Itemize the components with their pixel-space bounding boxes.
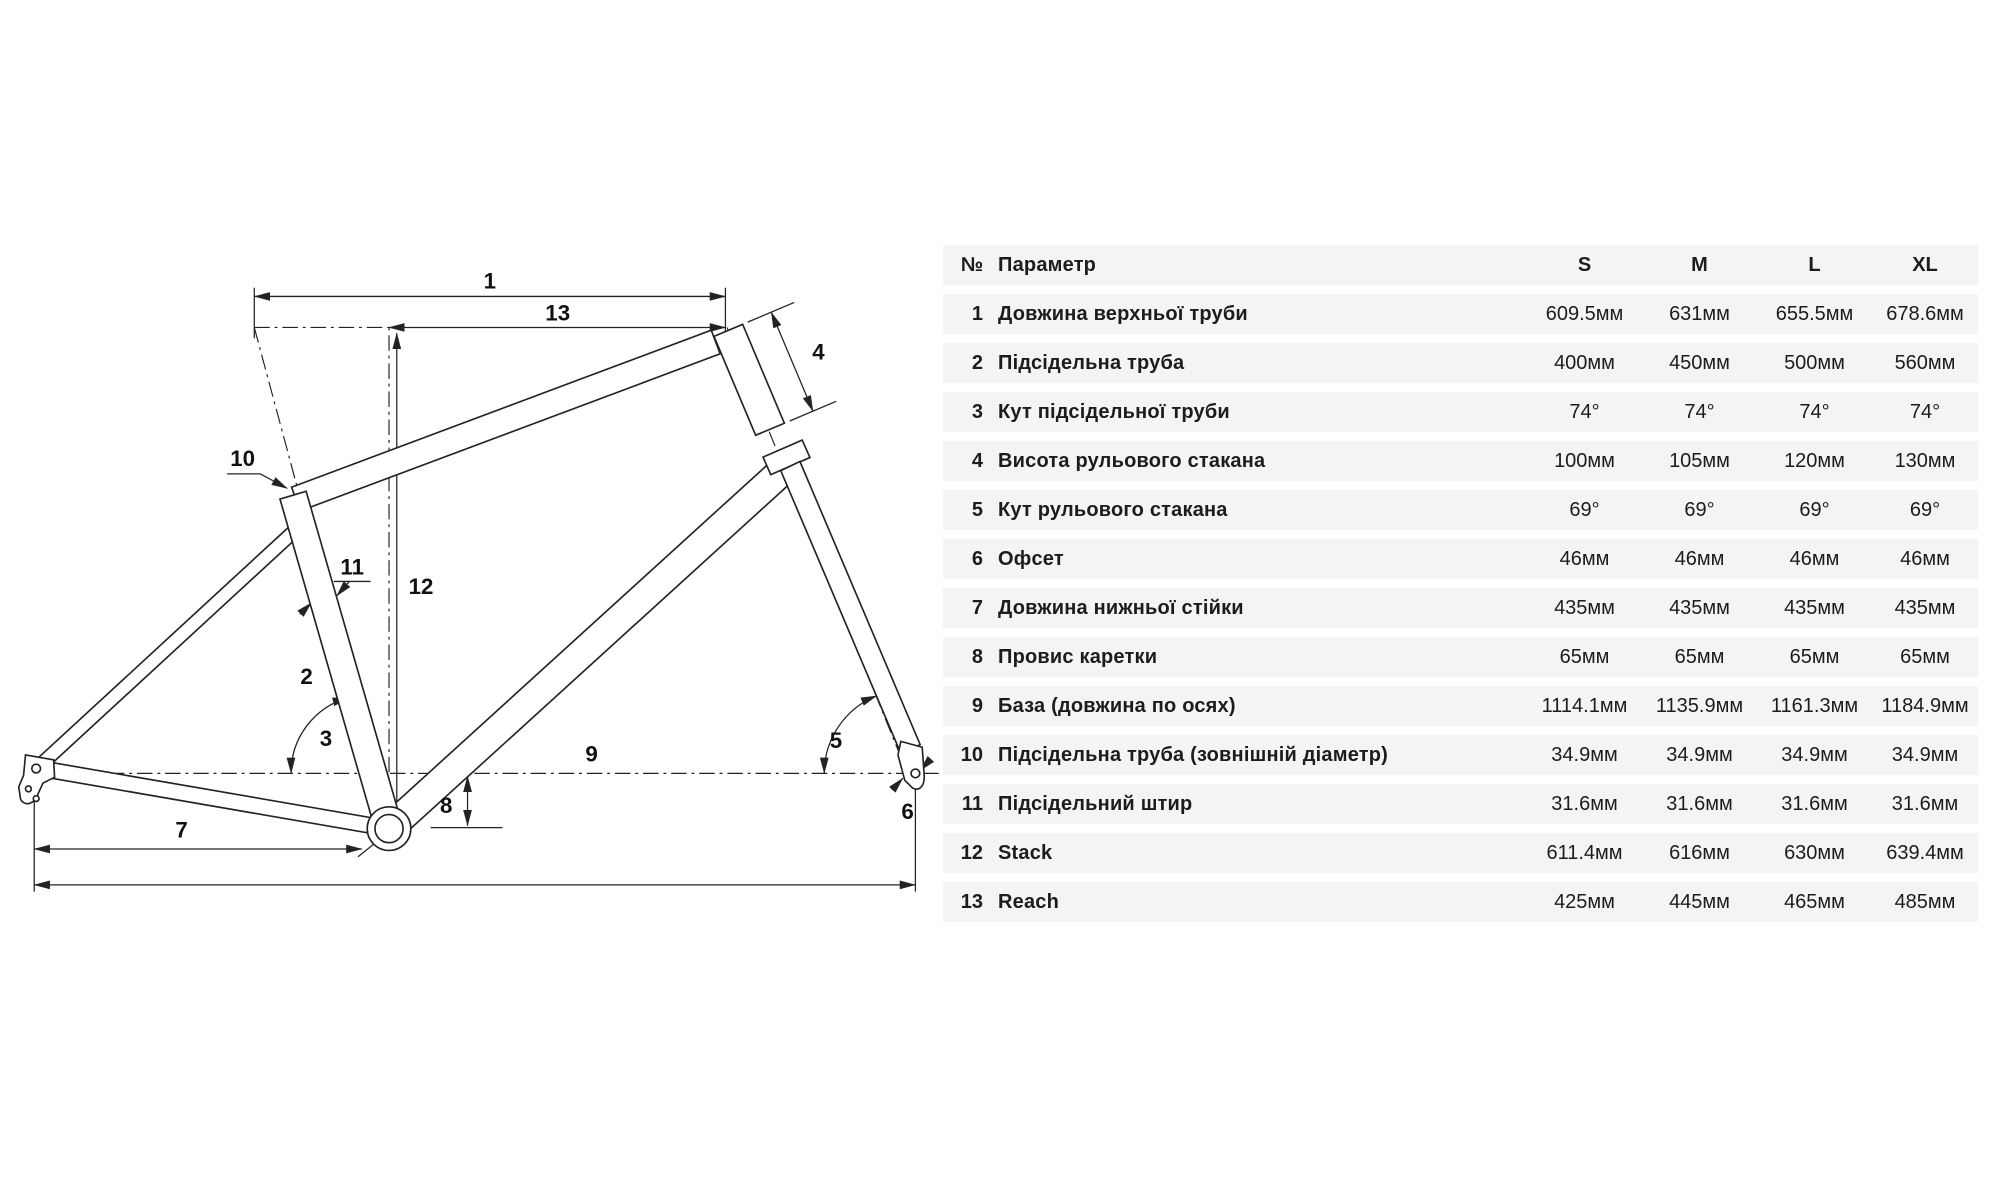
dim-6-offset-a bbox=[892, 778, 903, 790]
table-row bbox=[943, 539, 1978, 579]
row-value-l: 69° bbox=[1799, 498, 1830, 521]
row-value-xl: 31.6мм bbox=[1891, 792, 1959, 815]
row-number: 3 bbox=[971, 400, 983, 423]
label-13: 13 bbox=[545, 300, 571, 326]
row-value-m: 31.6мм bbox=[1666, 792, 1733, 815]
row-value-l: 655.5мм bbox=[1775, 302, 1854, 325]
label-1: 1 bbox=[483, 268, 497, 294]
table-row bbox=[943, 784, 1978, 824]
row-value-xl: 34.9мм bbox=[1891, 743, 1959, 766]
header-size-s: S bbox=[1577, 253, 1592, 276]
header-number: № bbox=[960, 253, 983, 276]
row-number: 9 bbox=[971, 694, 983, 717]
row-value-m: 69° bbox=[1684, 498, 1715, 521]
seat-tube bbox=[280, 491, 402, 832]
hanger-hole-1 bbox=[26, 786, 32, 792]
row-number: 13 bbox=[960, 890, 983, 913]
bottom-bracket-inner bbox=[375, 815, 403, 843]
row-value-s: 1114.1мм bbox=[1541, 694, 1628, 717]
row-value-xl: 130мм bbox=[1894, 449, 1956, 472]
row-value-m: 74° bbox=[1684, 400, 1715, 423]
row-value-xl: 435мм bbox=[1894, 596, 1956, 619]
label-4: 4 bbox=[812, 339, 825, 365]
row-number: 8 bbox=[971, 645, 983, 668]
row-number: 4 bbox=[971, 449, 983, 472]
row-value-m: 616мм bbox=[1669, 841, 1730, 864]
row-value-l: 500мм bbox=[1784, 351, 1845, 374]
row-value-xl: 1184.9мм bbox=[1881, 694, 1969, 717]
leader-11-a bbox=[337, 581, 350, 596]
header-size-m: M bbox=[1691, 253, 1708, 276]
front-axle bbox=[911, 769, 920, 778]
table-row bbox=[943, 882, 1978, 922]
ext-headtube-top bbox=[748, 302, 795, 322]
label-10: 10 bbox=[230, 446, 256, 472]
row-value-xl: 69° bbox=[1909, 498, 1941, 521]
label-12: 12 bbox=[408, 574, 434, 600]
label-11: 11 bbox=[340, 554, 364, 580]
table-row bbox=[943, 588, 1978, 628]
row-number: 12 bbox=[960, 841, 983, 864]
row-value-s: 34.9мм bbox=[1551, 743, 1618, 766]
row-value-xl: 65мм bbox=[1900, 645, 1950, 668]
row-value-m: 445мм bbox=[1669, 890, 1730, 913]
geometry-table bbox=[943, 245, 1978, 931]
row-value-m: 65мм bbox=[1674, 645, 1725, 668]
dimension-lines bbox=[34, 288, 931, 892]
row-parameter: Довжина нижньої стійки bbox=[998, 596, 1244, 619]
header-size-l: L bbox=[1808, 253, 1821, 276]
row-number: 2 bbox=[971, 351, 983, 374]
row-value-l: 465мм bbox=[1784, 890, 1845, 913]
header-parameter: Параметр bbox=[998, 253, 1097, 276]
dimension-labels bbox=[175, 269, 913, 843]
label-8: 8 bbox=[440, 793, 453, 819]
row-value-l: 74° bbox=[1799, 400, 1830, 423]
row-value-xl: 639.4мм bbox=[1886, 841, 1964, 864]
table-row bbox=[943, 343, 1978, 383]
row-value-l: 65мм bbox=[1789, 645, 1840, 668]
row-value-l: 435мм bbox=[1784, 596, 1845, 619]
row-value-l: 1161.3мм bbox=[1770, 694, 1859, 717]
label-3: 3 bbox=[319, 726, 333, 752]
row-number: 6 bbox=[971, 547, 983, 570]
row-value-m: 105мм bbox=[1669, 449, 1730, 472]
row-value-s: 609.5мм bbox=[1545, 302, 1624, 325]
dim-4-headtube bbox=[771, 312, 813, 411]
table-row bbox=[943, 392, 1978, 432]
front-dropout bbox=[898, 741, 924, 789]
table-row bbox=[943, 637, 1978, 677]
row-parameter: Підсідельний штир bbox=[998, 792, 1193, 815]
bike-frame-diagram bbox=[10, 245, 960, 914]
row-value-s: 74° bbox=[1569, 400, 1600, 423]
ext-headtube-bottom bbox=[790, 401, 837, 421]
row-parameter: Reach bbox=[998, 890, 1060, 913]
row-number: 11 bbox=[961, 792, 983, 815]
row-value-l: 630мм bbox=[1784, 841, 1845, 864]
row-value-l: 31.6мм bbox=[1781, 792, 1848, 815]
chain-stay bbox=[40, 761, 391, 836]
table-row bbox=[943, 735, 1978, 775]
row-parameter: Офсет bbox=[998, 547, 1064, 570]
row-parameter: Підсідельна труба (зовнішній діаметр) bbox=[998, 743, 1389, 766]
head-tube bbox=[714, 324, 784, 435]
row-value-s: 400мм bbox=[1554, 351, 1615, 374]
row-value-m: 450мм bbox=[1669, 351, 1730, 374]
row-value-l: 120мм bbox=[1784, 449, 1845, 472]
row-parameter: Stack bbox=[998, 841, 1053, 864]
row-number: 1 bbox=[971, 302, 983, 325]
table-row bbox=[943, 686, 1978, 726]
row-number: 7 bbox=[971, 596, 983, 619]
label-5: 5 bbox=[829, 728, 843, 754]
row-value-m: 1135.9мм bbox=[1655, 694, 1744, 717]
row-value-m: 631мм bbox=[1669, 302, 1730, 325]
row-parameter: Висота рульового стакана bbox=[998, 449, 1266, 472]
row-parameter: Підсідельна труба bbox=[998, 351, 1185, 374]
row-value-s: 46мм bbox=[1559, 547, 1610, 570]
label-7: 7 bbox=[175, 817, 188, 843]
row-parameter: База (довжина по осях) bbox=[998, 694, 1236, 717]
table-row bbox=[943, 490, 1978, 530]
table-header-row bbox=[943, 245, 1978, 285]
label-9: 9 bbox=[585, 741, 598, 767]
table-row bbox=[943, 441, 1978, 481]
table-row bbox=[943, 833, 1978, 873]
row-value-l: 46мм bbox=[1789, 547, 1840, 570]
row-parameter: Довжина верхньої труби bbox=[998, 302, 1248, 325]
row-value-xl: 485мм bbox=[1894, 890, 1956, 913]
row-value-xl: 74° bbox=[1909, 400, 1941, 423]
row-parameter: Кут підсідельної труби bbox=[998, 400, 1230, 423]
row-value-s: 31.6мм bbox=[1551, 792, 1618, 815]
fork-blade bbox=[781, 462, 920, 754]
row-value-s: 65мм bbox=[1559, 645, 1610, 668]
row-number: 10 bbox=[960, 743, 983, 766]
row-number: 5 bbox=[971, 498, 983, 521]
row-value-s: 611.4мм bbox=[1546, 841, 1623, 864]
header-size-xl: XL bbox=[1912, 253, 1938, 276]
row-value-xl: 46мм bbox=[1900, 547, 1950, 570]
top-tube bbox=[292, 330, 721, 511]
row-parameter: Провис каретки bbox=[998, 645, 1158, 668]
leader-10 bbox=[260, 474, 287, 489]
hanger-hole-2 bbox=[33, 796, 39, 802]
row-value-m: 34.9мм bbox=[1666, 743, 1733, 766]
label-6: 6 bbox=[901, 798, 914, 824]
frame-tubes bbox=[19, 324, 925, 850]
rear-axle bbox=[32, 764, 41, 773]
row-value-m: 435мм bbox=[1669, 596, 1730, 619]
down-tube bbox=[379, 457, 795, 839]
row-value-s: 100мм bbox=[1554, 449, 1615, 472]
seat-stay bbox=[39, 518, 307, 766]
label-2: 2 bbox=[300, 664, 313, 690]
row-parameter: Кут рульового стакана bbox=[998, 498, 1228, 521]
table-row bbox=[943, 294, 1978, 334]
row-value-xl: 678.6мм bbox=[1886, 302, 1964, 325]
row-value-xl: 560мм bbox=[1894, 351, 1956, 374]
row-value-s: 435мм bbox=[1554, 596, 1615, 619]
row-value-m: 46мм bbox=[1674, 547, 1725, 570]
row-value-l: 34.9мм bbox=[1781, 743, 1848, 766]
row-value-s: 425мм bbox=[1554, 890, 1615, 913]
row-value-s: 69° bbox=[1569, 498, 1600, 521]
